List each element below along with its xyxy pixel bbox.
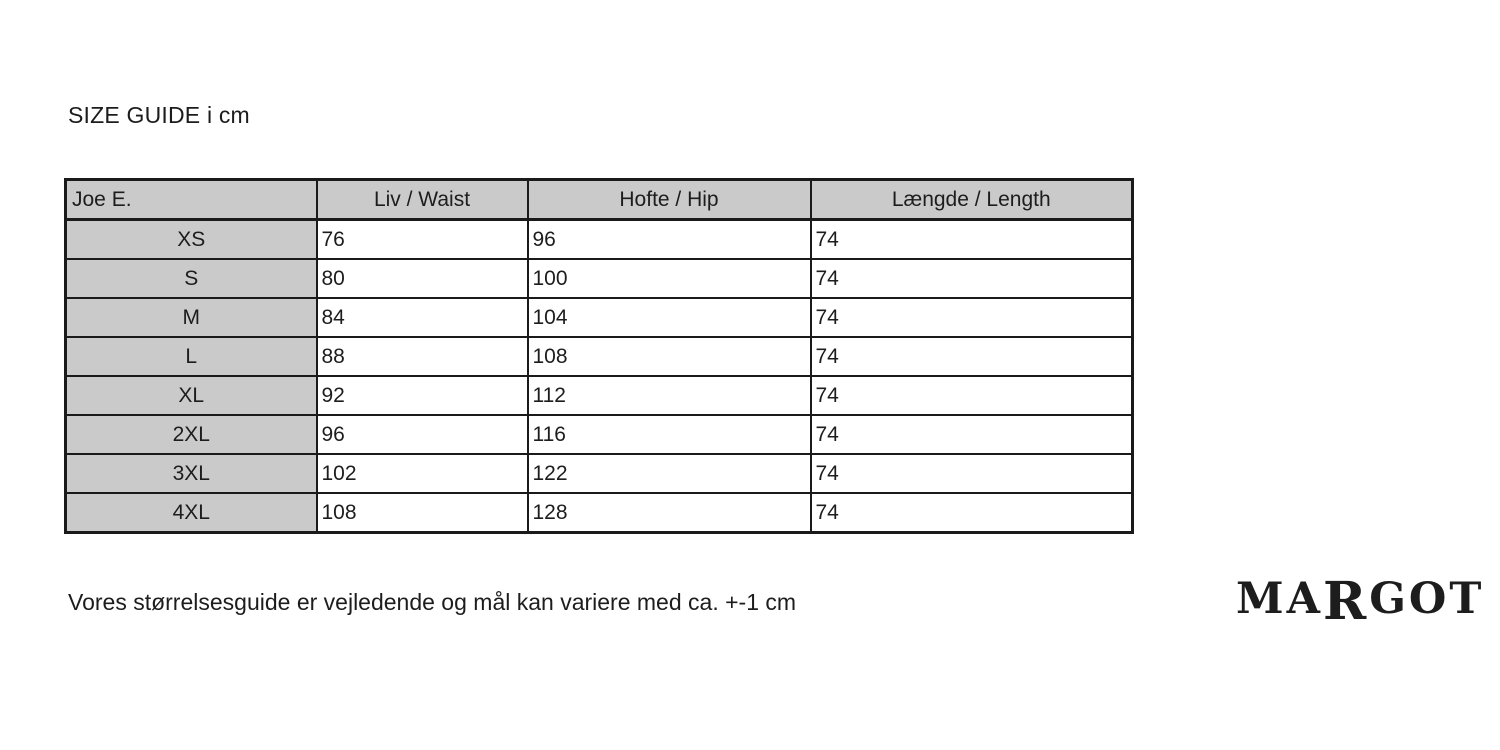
- hip-value: 128: [528, 493, 811, 533]
- waist-value: 96: [317, 415, 528, 454]
- size-label: 3XL: [66, 454, 317, 493]
- disclaimer-note: Vores størrelsesguide er vejledende og mål kan variere med ca. +-1 cm: [68, 589, 797, 615]
- page-title: SIZE GUIDE i cm: [68, 102, 250, 128]
- size-label: 4XL: [66, 493, 317, 533]
- size-label: S: [66, 259, 317, 298]
- hip-value: 108: [528, 337, 811, 376]
- table-row-l: [66, 337, 1133, 376]
- size-label: 2XL: [66, 415, 317, 454]
- waist-value: 80: [317, 259, 528, 298]
- table-header-row: [66, 180, 1133, 220]
- hip-value: 96: [528, 220, 811, 260]
- hip-value: 104: [528, 298, 811, 337]
- waist-value: 108: [317, 493, 528, 533]
- table-row-s: [66, 259, 1133, 298]
- table-row-xl: [66, 376, 1133, 415]
- table-row-3xl: [66, 454, 1133, 493]
- logo-text-ma: MA: [1236, 574, 1323, 624]
- hip-value: 112: [528, 376, 811, 415]
- length-value: 74: [811, 220, 1133, 260]
- size-label: XS: [66, 220, 317, 260]
- waist-value: 102: [317, 454, 528, 493]
- size-guide-table: [64, 178, 1134, 534]
- hip-value: 100: [528, 259, 811, 298]
- hip-value: 116: [528, 415, 811, 454]
- size-label: M: [66, 298, 317, 337]
- margot-logo: MARGOT: [1236, 571, 1485, 632]
- length-value: 74: [811, 493, 1133, 533]
- table-row-2xl: [66, 415, 1133, 454]
- column-header-length: Længde / Length: [811, 180, 1133, 220]
- waist-value: 84: [317, 298, 528, 337]
- length-value: 74: [811, 259, 1133, 298]
- length-value: 74: [811, 298, 1133, 337]
- table-corner-label: Joe E.: [66, 180, 317, 220]
- length-value: 74: [811, 454, 1133, 493]
- length-value: 74: [811, 415, 1133, 454]
- length-value: 74: [811, 376, 1133, 415]
- logo-text-got: GOT: [1369, 574, 1485, 624]
- waist-value: 76: [317, 220, 528, 260]
- column-header-waist: Liv / Waist: [317, 180, 528, 220]
- table-row-4xl: [66, 493, 1133, 533]
- waist-value: 88: [317, 337, 528, 376]
- length-value: 74: [811, 337, 1133, 376]
- waist-value: 92: [317, 376, 528, 415]
- table-row-xs: [66, 220, 1133, 260]
- size-label: XL: [66, 376, 317, 415]
- size-label: L: [66, 337, 317, 376]
- hip-value: 122: [528, 454, 811, 493]
- column-header-hip: Hofte / Hip: [528, 180, 811, 220]
- table-row-m: [66, 298, 1133, 337]
